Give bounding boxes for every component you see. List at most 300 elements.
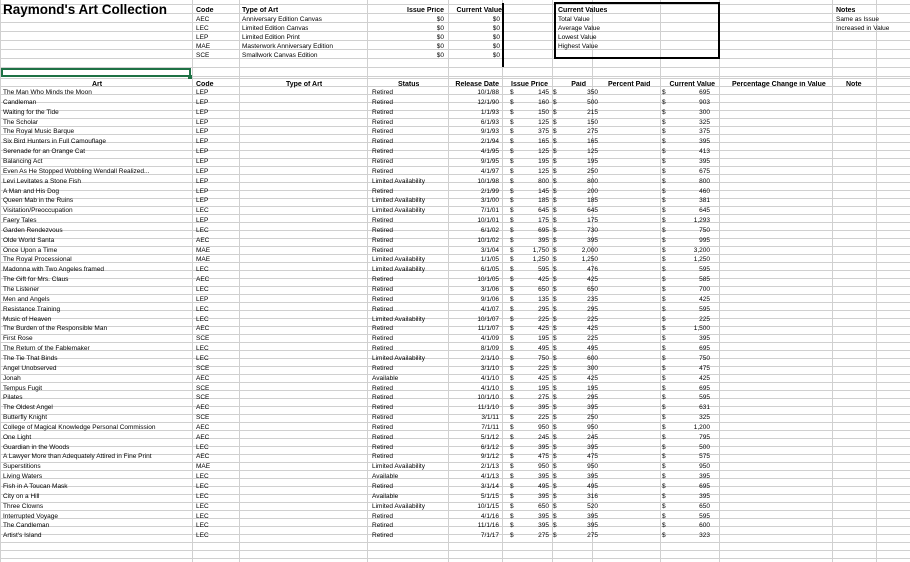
cell-paid-currency: $ bbox=[553, 512, 557, 520]
cell-paid: 295 bbox=[587, 394, 598, 402]
legend-current: $0 bbox=[492, 34, 500, 41]
cell-release: 2/1/94 bbox=[480, 138, 499, 146]
cell-issue: 150 bbox=[538, 108, 549, 116]
cell-issue-currency: $ bbox=[510, 453, 514, 461]
cell-release: 3/1/11 bbox=[481, 414, 499, 422]
cell-current-currency: $ bbox=[662, 138, 666, 146]
cell-issue-currency: $ bbox=[510, 246, 514, 254]
cell-paid: 225 bbox=[587, 315, 598, 323]
cell-status: Retired bbox=[372, 98, 393, 106]
cell-paid: 395 bbox=[587, 236, 598, 244]
cell-art: Madonna with Two Angeles framed bbox=[3, 266, 105, 274]
cell-current: 395 bbox=[699, 335, 710, 343]
cell-current-currency: $ bbox=[662, 463, 666, 471]
cell-art: A Man and His Dog bbox=[3, 187, 60, 195]
cell-current-currency: $ bbox=[662, 295, 666, 303]
cell-current-currency: $ bbox=[662, 502, 666, 510]
header-issue: Issue Price bbox=[511, 81, 548, 88]
header-pct-paid: Percent Paid bbox=[608, 81, 651, 88]
cell-issue-currency: $ bbox=[510, 315, 514, 323]
cell-paid-currency: $ bbox=[553, 98, 557, 106]
cell-paid-currency: $ bbox=[553, 394, 557, 402]
cell-paid-currency: $ bbox=[553, 217, 557, 225]
cell-paid: 225 bbox=[587, 335, 598, 343]
cell-current: 695 bbox=[699, 384, 710, 392]
cell-art: Garden Rendezvous bbox=[3, 226, 63, 234]
cell-status: Limited Availability bbox=[372, 256, 425, 264]
cell-paid: 495 bbox=[587, 483, 598, 490]
cell-paid: 950 bbox=[587, 463, 598, 471]
cell-status: Retired bbox=[372, 483, 393, 490]
cell-issue: 645 bbox=[538, 207, 549, 215]
cell-release: 10/1/10 bbox=[477, 394, 499, 402]
header-code: Code bbox=[196, 81, 214, 88]
cell-current: 600 bbox=[699, 522, 710, 530]
cell-code: LEC bbox=[196, 354, 209, 362]
legend-current: $0 bbox=[492, 52, 500, 59]
cell-release: 10/1/05 bbox=[477, 276, 499, 284]
cell-paid-currency: $ bbox=[553, 423, 557, 431]
cell-paid-currency: $ bbox=[553, 89, 557, 96]
cell-release: 1/1/93 bbox=[480, 108, 499, 116]
cell-paid: 2,000 bbox=[581, 246, 598, 254]
cell-current: 500 bbox=[699, 443, 710, 451]
legend-type: Smallwork Canvas Edition bbox=[242, 52, 318, 59]
cell-current-currency: $ bbox=[662, 276, 666, 284]
cell-current: 585 bbox=[699, 276, 710, 284]
cell-issue-currency: $ bbox=[510, 197, 514, 205]
cell-paid: 250 bbox=[587, 414, 598, 422]
cell-code: LEC bbox=[196, 502, 209, 510]
cell-paid-currency: $ bbox=[553, 404, 557, 412]
cell-issue-currency: $ bbox=[510, 502, 514, 510]
cell-paid: 645 bbox=[587, 207, 598, 215]
cell-status: Retired bbox=[372, 532, 393, 540]
cell-release: 10/1/01 bbox=[477, 217, 499, 225]
cell-paid: 395 bbox=[587, 512, 598, 520]
cell-issue: 425 bbox=[538, 325, 549, 333]
cell-issue: 1,250 bbox=[532, 256, 549, 264]
cell-current: 675 bbox=[699, 167, 710, 175]
cell-current-currency: $ bbox=[662, 256, 666, 264]
cell-status: Retired bbox=[372, 217, 393, 225]
header-note: Note bbox=[846, 81, 862, 88]
cell-paid-currency: $ bbox=[553, 266, 557, 274]
cell-issue-currency: $ bbox=[510, 118, 514, 126]
cell-art: Balancing Act bbox=[3, 157, 43, 165]
cell-paid: 200 bbox=[587, 187, 598, 195]
cell-issue-currency: $ bbox=[510, 148, 514, 156]
header-paid: Paid bbox=[571, 81, 586, 88]
cell-issue: 475 bbox=[538, 453, 549, 461]
cell-code: LEP bbox=[196, 118, 209, 126]
cell-status: Retired bbox=[372, 148, 393, 156]
cell-status: Limited Availability bbox=[372, 354, 425, 362]
cell-current-currency: $ bbox=[662, 453, 666, 461]
cell-current-currency: $ bbox=[662, 345, 666, 353]
cell-paid-currency: $ bbox=[553, 256, 557, 264]
cell-issue: 195 bbox=[538, 157, 549, 165]
cell-issue-currency: $ bbox=[510, 295, 514, 303]
cell-release: 4/1/10 bbox=[480, 374, 499, 382]
cell-current-currency: $ bbox=[662, 483, 666, 490]
cell-issue-currency: $ bbox=[510, 433, 514, 441]
cell-issue-currency: $ bbox=[510, 325, 514, 333]
notes-header: Notes bbox=[836, 7, 856, 14]
cell-paid-currency: $ bbox=[553, 414, 557, 422]
grid-hline bbox=[0, 542, 910, 543]
cell-issue-currency: $ bbox=[510, 187, 514, 195]
cell-issue-currency: $ bbox=[510, 423, 514, 431]
cell-issue: 275 bbox=[538, 532, 549, 540]
cell-issue: 195 bbox=[538, 335, 549, 343]
cell-issue: 395 bbox=[538, 473, 549, 481]
cell-code: LEC bbox=[196, 483, 209, 490]
cell-status: Retired bbox=[372, 325, 393, 333]
cell-current: 1,200 bbox=[693, 423, 710, 431]
cell-release: 2/1/10 bbox=[480, 354, 499, 362]
cell-code: AEC bbox=[196, 433, 210, 441]
notes-item-same: Same as Issue bbox=[836, 16, 879, 23]
cell-paid-currency: $ bbox=[553, 364, 557, 372]
cell-art: Men and Angels bbox=[3, 295, 50, 303]
cell-current-currency: $ bbox=[662, 473, 666, 481]
cell-release: 5/1/12 bbox=[480, 433, 499, 441]
cell-release: 11/1/07 bbox=[477, 325, 499, 333]
sheet-title: Raymond's Art Collection bbox=[3, 2, 167, 17]
cell-status: Retired bbox=[372, 335, 393, 343]
cell-code: LEC bbox=[196, 345, 209, 353]
cell-code: SCE bbox=[196, 414, 210, 422]
cell-issue: 495 bbox=[538, 483, 549, 490]
cell-paid: 275 bbox=[587, 128, 598, 136]
cell-current: 425 bbox=[699, 374, 710, 382]
cell-current: 750 bbox=[699, 354, 710, 362]
cell-issue: 195 bbox=[538, 384, 549, 392]
cell-current-currency: $ bbox=[662, 118, 666, 126]
cell-issue: 800 bbox=[538, 177, 549, 185]
legend-code: MAE bbox=[196, 43, 211, 50]
cell-current: 395 bbox=[699, 473, 710, 481]
cell-art: Queen Mab in the Ruins bbox=[3, 197, 74, 205]
cell-release: 10/1/07 bbox=[477, 315, 499, 323]
cell-current-currency: $ bbox=[662, 443, 666, 451]
cell-issue: 650 bbox=[538, 286, 549, 293]
cell-status: Retired bbox=[372, 305, 393, 313]
cell-code: AEC bbox=[196, 236, 210, 244]
summary-item-average: Average Value bbox=[558, 25, 601, 32]
cell-paid-currency: $ bbox=[553, 433, 557, 441]
cell-art: A Lawyer More than Adequately Attired in Fine Print bbox=[3, 453, 152, 461]
legend-current-header: Current Value bbox=[456, 7, 502, 14]
summary-item-lowest: Lowest Value bbox=[558, 34, 597, 41]
cell-current-currency: $ bbox=[662, 236, 666, 244]
cell-current-currency: $ bbox=[662, 128, 666, 136]
cell-status: Limited Availability bbox=[372, 197, 425, 205]
cell-release: 12/1/90 bbox=[477, 98, 499, 106]
cell-issue: 395 bbox=[538, 512, 549, 520]
cell-paid: 500 bbox=[587, 98, 598, 106]
cell-status: Retired bbox=[372, 433, 393, 441]
cell-current-currency: $ bbox=[662, 522, 666, 530]
cell-paid: 175 bbox=[587, 217, 598, 225]
cell-release: 6/1/93 bbox=[480, 118, 499, 126]
cell-paid-currency: $ bbox=[553, 522, 557, 530]
cell-issue: 145 bbox=[538, 187, 549, 195]
cell-status: Limited Availability bbox=[372, 266, 425, 274]
cell-status: Retired bbox=[372, 138, 393, 146]
cell-current-currency: $ bbox=[662, 492, 666, 500]
cell-current: 650 bbox=[699, 502, 710, 510]
legend-code: LEC bbox=[196, 25, 209, 32]
cell-status: Retired bbox=[372, 128, 393, 136]
cell-current: 1,250 bbox=[693, 256, 710, 264]
cell-paid: 395 bbox=[587, 473, 598, 481]
cell-issue-currency: $ bbox=[510, 354, 514, 362]
cell-issue-currency: $ bbox=[510, 345, 514, 353]
cell-paid-currency: $ bbox=[553, 128, 557, 136]
cell-release: 3/1/06 bbox=[480, 286, 499, 293]
cell-current-currency: $ bbox=[662, 246, 666, 254]
cell-paid-currency: $ bbox=[553, 148, 557, 156]
cell-current-currency: $ bbox=[662, 217, 666, 225]
selected-cell[interactable] bbox=[1, 68, 191, 77]
cell-current: 375 bbox=[699, 128, 710, 136]
cell-release: 1/1/05 bbox=[480, 256, 499, 264]
cell-paid: 316 bbox=[587, 492, 598, 500]
legend-price: $0 bbox=[436, 16, 444, 23]
legend-current: $0 bbox=[492, 43, 500, 50]
cell-issue: 375 bbox=[538, 128, 549, 136]
cell-issue-currency: $ bbox=[510, 512, 514, 520]
cell-issue-currency: $ bbox=[510, 157, 514, 165]
cell-issue-currency: $ bbox=[510, 177, 514, 185]
cell-paid-currency: $ bbox=[553, 276, 557, 284]
cell-status: Retired bbox=[372, 276, 393, 284]
cell-current-currency: $ bbox=[662, 266, 666, 274]
cell-art: Angel Unobserved bbox=[3, 364, 57, 372]
cell-current: 795 bbox=[699, 433, 710, 441]
cell-current: 413 bbox=[699, 148, 710, 156]
cell-issue-currency: $ bbox=[510, 276, 514, 284]
cell-issue: 395 bbox=[538, 492, 549, 500]
cell-status: Retired bbox=[372, 167, 393, 175]
cell-issue-currency: $ bbox=[510, 108, 514, 116]
cell-status: Retired bbox=[372, 108, 393, 116]
cell-current: 325 bbox=[699, 118, 710, 126]
cell-paid-currency: $ bbox=[553, 354, 557, 362]
cell-art: Even As He Stopped Wobbling Wendall Realized... bbox=[3, 167, 150, 175]
cell-issue: 225 bbox=[538, 315, 549, 323]
cell-release: 4/1/10 bbox=[480, 384, 499, 392]
cell-current-currency: $ bbox=[662, 532, 666, 540]
cell-code: LEC bbox=[196, 266, 209, 274]
cell-status: Retired bbox=[372, 226, 393, 234]
cell-paid-currency: $ bbox=[553, 384, 557, 392]
cell-art: The Oldest Angel bbox=[3, 404, 53, 412]
cell-art: The Gift for Mrs. Claus bbox=[3, 276, 69, 284]
cell-current: 700 bbox=[699, 286, 710, 293]
cell-issue-currency: $ bbox=[510, 522, 514, 530]
cell-current-currency: $ bbox=[662, 394, 666, 402]
cell-paid: 1,250 bbox=[581, 256, 598, 264]
cell-current-currency: $ bbox=[662, 108, 666, 116]
cell-release: 4/1/16 bbox=[480, 512, 499, 520]
cell-issue-currency: $ bbox=[510, 305, 514, 313]
cell-paid-currency: $ bbox=[553, 492, 557, 500]
cell-issue-currency: $ bbox=[510, 266, 514, 274]
cell-status: Retired bbox=[372, 187, 393, 195]
cell-current-currency: $ bbox=[662, 187, 666, 195]
cell-current: 950 bbox=[699, 463, 710, 471]
grid-hline bbox=[0, 422, 910, 423]
cell-current-currency: $ bbox=[662, 315, 666, 323]
cell-current: 395 bbox=[699, 492, 710, 500]
cell-current-currency: $ bbox=[662, 374, 666, 382]
legend-price: $0 bbox=[436, 34, 444, 41]
cell-art: Living Waters bbox=[3, 473, 43, 481]
cell-issue: 495 bbox=[538, 345, 549, 353]
cell-release: 9/1/93 bbox=[480, 128, 499, 136]
legend-code: LEP bbox=[196, 34, 209, 41]
cell-release: 4/1/07 bbox=[480, 305, 499, 313]
cell-paid-currency: $ bbox=[553, 502, 557, 510]
cell-paid: 195 bbox=[587, 384, 598, 392]
cell-current-currency: $ bbox=[662, 512, 666, 520]
cell-issue-currency: $ bbox=[510, 167, 514, 175]
cell-status: Retired bbox=[372, 384, 393, 392]
cell-code: LEC bbox=[196, 492, 209, 500]
cell-paid-currency: $ bbox=[553, 453, 557, 461]
cell-art: The Listener bbox=[3, 286, 40, 293]
cell-current: 395 bbox=[699, 157, 710, 165]
legend-type: Limited Edition Canvas bbox=[242, 25, 309, 32]
cell-current: 575 bbox=[699, 453, 710, 461]
cell-art: Butterfly Knight bbox=[3, 414, 48, 422]
cell-issue: 950 bbox=[538, 463, 549, 471]
cell-current-currency: $ bbox=[662, 98, 666, 106]
cell-current: 475 bbox=[699, 364, 710, 372]
cell-release: 7/1/11 bbox=[481, 423, 499, 431]
cell-paid-currency: $ bbox=[553, 157, 557, 165]
cell-current-currency: $ bbox=[662, 89, 666, 96]
cell-paid-currency: $ bbox=[553, 335, 557, 343]
cell-issue-currency: $ bbox=[510, 492, 514, 500]
cell-art: The Tie That Binds bbox=[3, 354, 58, 362]
cell-code: LEC bbox=[196, 207, 209, 215]
cell-code: LEC bbox=[196, 522, 209, 530]
grid-hline bbox=[0, 558, 910, 559]
cell-paid-currency: $ bbox=[553, 473, 557, 481]
header-type: Type of Art bbox=[286, 81, 323, 88]
cell-paid: 476 bbox=[587, 266, 598, 274]
cell-paid: 150 bbox=[587, 118, 598, 126]
cell-release: 10/1/02 bbox=[477, 236, 499, 244]
cell-issue: 135 bbox=[538, 295, 549, 303]
cell-paid-currency: $ bbox=[553, 226, 557, 234]
cell-code: MAE bbox=[196, 256, 211, 264]
cell-code: LEC bbox=[196, 532, 209, 540]
cell-status: Retired bbox=[372, 394, 393, 402]
cell-current-currency: $ bbox=[662, 423, 666, 431]
cell-issue: 650 bbox=[538, 502, 549, 510]
cell-status: Limited Availability bbox=[372, 502, 425, 510]
cell-status: Available bbox=[372, 492, 399, 500]
cell-code: AEC bbox=[196, 325, 210, 333]
cell-issue: 125 bbox=[538, 148, 549, 156]
cell-issue-currency: $ bbox=[510, 226, 514, 234]
cell-release: 2/1/13 bbox=[480, 463, 499, 471]
cell-paid: 125 bbox=[587, 148, 598, 156]
cell-current-currency: $ bbox=[662, 197, 666, 205]
cell-issue: 225 bbox=[538, 364, 549, 372]
cell-code: AEC bbox=[196, 423, 210, 431]
cell-current: 595 bbox=[699, 266, 710, 274]
cell-code: LEC bbox=[196, 226, 209, 234]
cell-current: 1,293 bbox=[693, 217, 710, 225]
cell-paid: 250 bbox=[587, 167, 598, 175]
cell-current-currency: $ bbox=[662, 286, 666, 293]
cell-code: LEC bbox=[196, 473, 209, 481]
cell-current-currency: $ bbox=[662, 207, 666, 215]
cell-paid-currency: $ bbox=[553, 295, 557, 303]
cell-art: Levi Levitates a Stone Fish bbox=[3, 177, 82, 185]
cell-paid: 350 bbox=[587, 89, 598, 96]
cell-current: 903 bbox=[699, 98, 710, 106]
legend-price: $0 bbox=[436, 25, 444, 32]
cell-release: 10/1/88 bbox=[477, 89, 499, 96]
cell-code: AEC bbox=[196, 374, 210, 382]
cell-paid: 800 bbox=[587, 177, 598, 185]
grid-hline bbox=[0, 550, 910, 551]
cell-current: 381 bbox=[699, 197, 710, 205]
cell-issue: 395 bbox=[538, 404, 549, 412]
cell-art: Resistance Training bbox=[3, 305, 61, 313]
cell-code: LEP bbox=[196, 128, 209, 136]
cell-status: Retired bbox=[372, 286, 393, 293]
cell-current: 325 bbox=[699, 414, 710, 422]
cell-code: LEP bbox=[196, 197, 209, 205]
cell-status: Retired bbox=[372, 246, 393, 254]
cell-paid-currency: $ bbox=[553, 374, 557, 382]
cell-art: Once Upon a Time bbox=[3, 246, 58, 254]
cell-art: Visitation/Preoccupation bbox=[3, 207, 73, 215]
fill-handle[interactable] bbox=[188, 75, 192, 79]
cell-paid-currency: $ bbox=[553, 443, 557, 451]
cell-paid-currency: $ bbox=[553, 187, 557, 195]
cell-status: Limited Availability bbox=[372, 207, 425, 215]
cell-issue-currency: $ bbox=[510, 217, 514, 225]
header-art: Art bbox=[91, 81, 103, 88]
cell-paid: 235 bbox=[587, 295, 598, 303]
cell-issue: 160 bbox=[538, 98, 549, 106]
cell-current: 800 bbox=[699, 177, 710, 185]
cell-paid-currency: $ bbox=[553, 167, 557, 175]
cell-release: 3/1/14 bbox=[480, 483, 499, 490]
cell-current: 631 bbox=[699, 404, 710, 412]
cell-code: LEP bbox=[196, 138, 209, 146]
cell-issue: 185 bbox=[538, 197, 549, 205]
cell-art: The Return of the Fablemaker bbox=[3, 345, 90, 353]
cell-art: Music of Heaven bbox=[3, 315, 52, 323]
cell-paid: 300 bbox=[587, 364, 598, 372]
cell-issue-currency: $ bbox=[510, 335, 514, 343]
cell-paid-currency: $ bbox=[553, 108, 557, 116]
cell-art: Artist's Island bbox=[3, 532, 42, 540]
cell-current: 995 bbox=[699, 236, 710, 244]
cell-issue-currency: $ bbox=[510, 138, 514, 146]
cell-paid: 215 bbox=[587, 108, 598, 116]
